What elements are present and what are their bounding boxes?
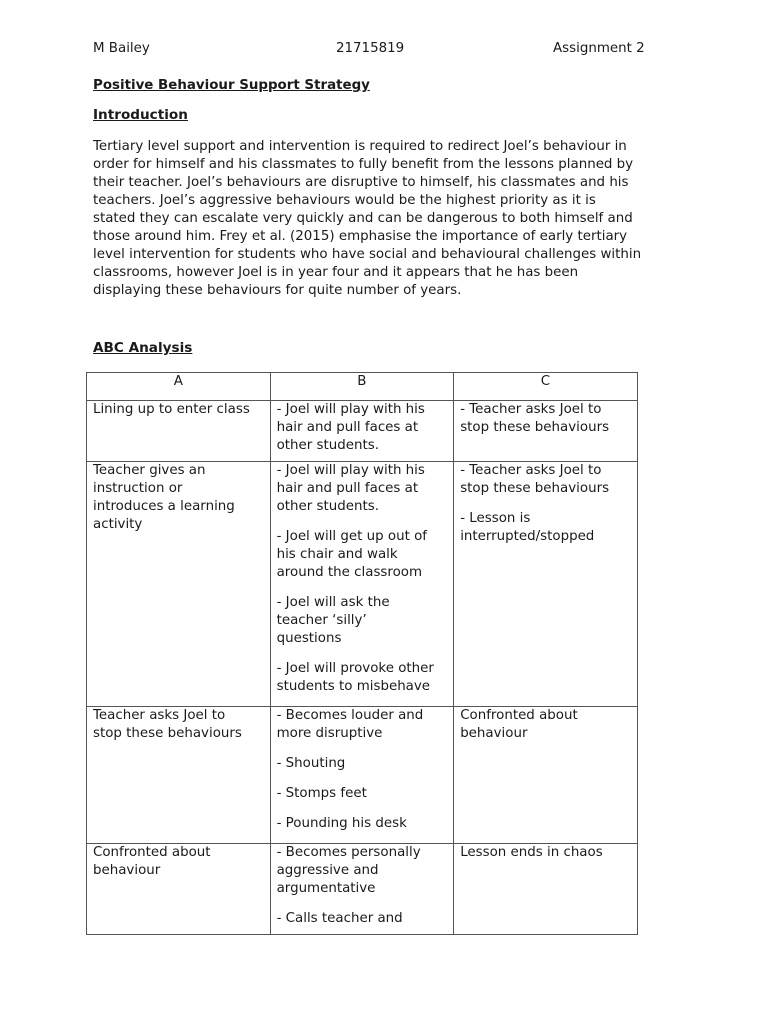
- cell-line: - Joel will provoke other: [276, 661, 434, 676]
- cell-line: introduces a learning: [93, 499, 235, 514]
- cell-line: hair and pull faces at: [276, 481, 419, 496]
- abc-analysis-table: [86, 372, 638, 935]
- cell-paragraph: [277, 594, 448, 648]
- column-header-a: A: [87, 373, 271, 401]
- cell-line: instruction or: [93, 481, 183, 496]
- table-cell-c: [454, 462, 638, 707]
- intro-line: classrooms, however Joel is in year four and it appears that he has been: [93, 265, 579, 280]
- cell-paragraph: [460, 844, 631, 862]
- introduction-heading: Introduction: [93, 107, 188, 123]
- cell-paragraph: [277, 462, 448, 516]
- table-row: [87, 844, 638, 935]
- cell-line: - Teacher asks Joel to: [460, 402, 602, 417]
- cell-line: other students.: [276, 438, 379, 453]
- cell-line: Confronted about: [460, 708, 578, 723]
- cell-line: teacher ‘silly’: [276, 613, 367, 628]
- cell-line: - Teacher asks Joel to: [460, 463, 602, 478]
- cell-paragraph: [460, 462, 631, 498]
- introduction-paragraph: [93, 138, 673, 300]
- cell-line: more disruptive: [276, 726, 383, 741]
- cell-line: - Calls teacher and: [276, 911, 403, 926]
- table-cell-a: [87, 462, 271, 707]
- assignment-label: Assignment 2: [553, 41, 645, 56]
- intro-line: Tertiary level support and intervention is required to redirect Joel’s behaviour in: [93, 139, 627, 154]
- column-header-b: B: [270, 373, 454, 401]
- cell-line: behaviour: [93, 863, 161, 878]
- cell-line: - Joel will ask the: [276, 595, 390, 610]
- cell-line: - Stomps feet: [276, 786, 367, 801]
- author-name: M Bailey: [93, 41, 150, 56]
- cell-paragraph: [277, 785, 448, 803]
- intro-line: their teacher. Joel’s behaviours are disruptive to himself, his classmates and his: [93, 175, 629, 190]
- table-cell-b: [270, 844, 454, 935]
- abc-analysis-heading: ABC Analysis: [93, 340, 193, 356]
- table-header-row: [87, 373, 638, 401]
- cell-line: behaviour: [460, 726, 528, 741]
- table-cell-b: [270, 401, 454, 462]
- page-header: [93, 41, 653, 61]
- table-cell-a: [87, 707, 271, 844]
- cell-line: - Lesson is: [460, 511, 531, 526]
- intro-line: stated they can escalate very quickly and can be dangerous to both himself and: [93, 211, 633, 226]
- cell-line: stop these behaviours: [460, 481, 610, 496]
- cell-line: hair and pull faces at: [276, 420, 419, 435]
- cell-line: Lesson ends in chaos: [460, 845, 603, 860]
- cell-paragraph: [460, 707, 631, 743]
- cell-line: questions: [276, 631, 342, 646]
- cell-paragraph: [460, 401, 631, 437]
- table-cell-c: [454, 707, 638, 844]
- cell-line: aggressive and: [276, 863, 379, 878]
- table-cell-a: [87, 401, 271, 462]
- cell-line: - Becomes personally: [276, 845, 421, 860]
- cell-paragraph: [277, 401, 448, 455]
- intro-line: level intervention for students who have social and behavioural challenges within: [93, 247, 642, 262]
- cell-line: - Becomes louder and: [276, 708, 424, 723]
- intro-line: those around him. Frey et al. (2015) emphasise the importance of early tertiary: [93, 229, 628, 244]
- table-cell-b: [270, 707, 454, 844]
- cell-paragraph: [277, 660, 448, 696]
- cell-paragraph: [93, 462, 264, 534]
- cell-paragraph: [93, 844, 264, 880]
- cell-line: - Joel will play with his: [276, 402, 425, 417]
- intro-line: order for himself and his classmates to fully benefit from the lessons planned by: [93, 157, 634, 172]
- cell-line: stop these behaviours: [93, 726, 242, 741]
- cell-paragraph: [277, 707, 448, 743]
- cell-line: Teacher asks Joel to: [93, 708, 226, 723]
- cell-paragraph: [277, 755, 448, 773]
- cell-paragraph: [277, 910, 448, 928]
- table-cell-a: [87, 844, 271, 935]
- student-id: 21715819: [336, 41, 405, 56]
- cell-line: - Joel will play with his: [276, 463, 425, 478]
- cell-line: activity: [93, 517, 143, 532]
- table-cell-b: [270, 462, 454, 707]
- cell-line: - Joel will get up out of: [276, 529, 427, 544]
- cell-paragraph: [277, 815, 448, 833]
- cell-line: students to misbehave: [276, 679, 431, 694]
- cell-line: stop these behaviours: [460, 420, 610, 435]
- cell-line: Lining up to enter class: [93, 402, 250, 417]
- cell-line: Confronted about: [93, 845, 211, 860]
- column-header-c: C: [454, 373, 638, 401]
- cell-paragraph: [277, 844, 448, 898]
- cell-paragraph: [93, 401, 264, 419]
- intro-line: teachers. Joel’s aggressive behaviours would be the highest priority as it is: [93, 193, 596, 208]
- cell-line: other students.: [276, 499, 379, 514]
- table-cell-c: [454, 844, 638, 935]
- cell-line: - Pounding his desk: [276, 816, 407, 831]
- cell-paragraph: [277, 528, 448, 582]
- cell-line: Teacher gives an: [93, 463, 206, 478]
- table-cell-c: [454, 401, 638, 462]
- cell-line: his chair and walk: [276, 547, 398, 562]
- table-row: [87, 462, 638, 707]
- table-row: [87, 401, 638, 462]
- cell-line: argumentative: [276, 881, 376, 896]
- cell-line: interrupted/stopped: [460, 529, 595, 544]
- cell-line: around the classroom: [276, 565, 423, 580]
- cell-paragraph: [93, 707, 264, 743]
- cell-paragraph: [460, 510, 631, 546]
- table-row: [87, 707, 638, 844]
- intro-line: displaying these behaviours for quite number of years.: [93, 283, 462, 298]
- document-title: Positive Behaviour Support Strategy: [93, 78, 370, 93]
- cell-line: - Shouting: [276, 756, 346, 771]
